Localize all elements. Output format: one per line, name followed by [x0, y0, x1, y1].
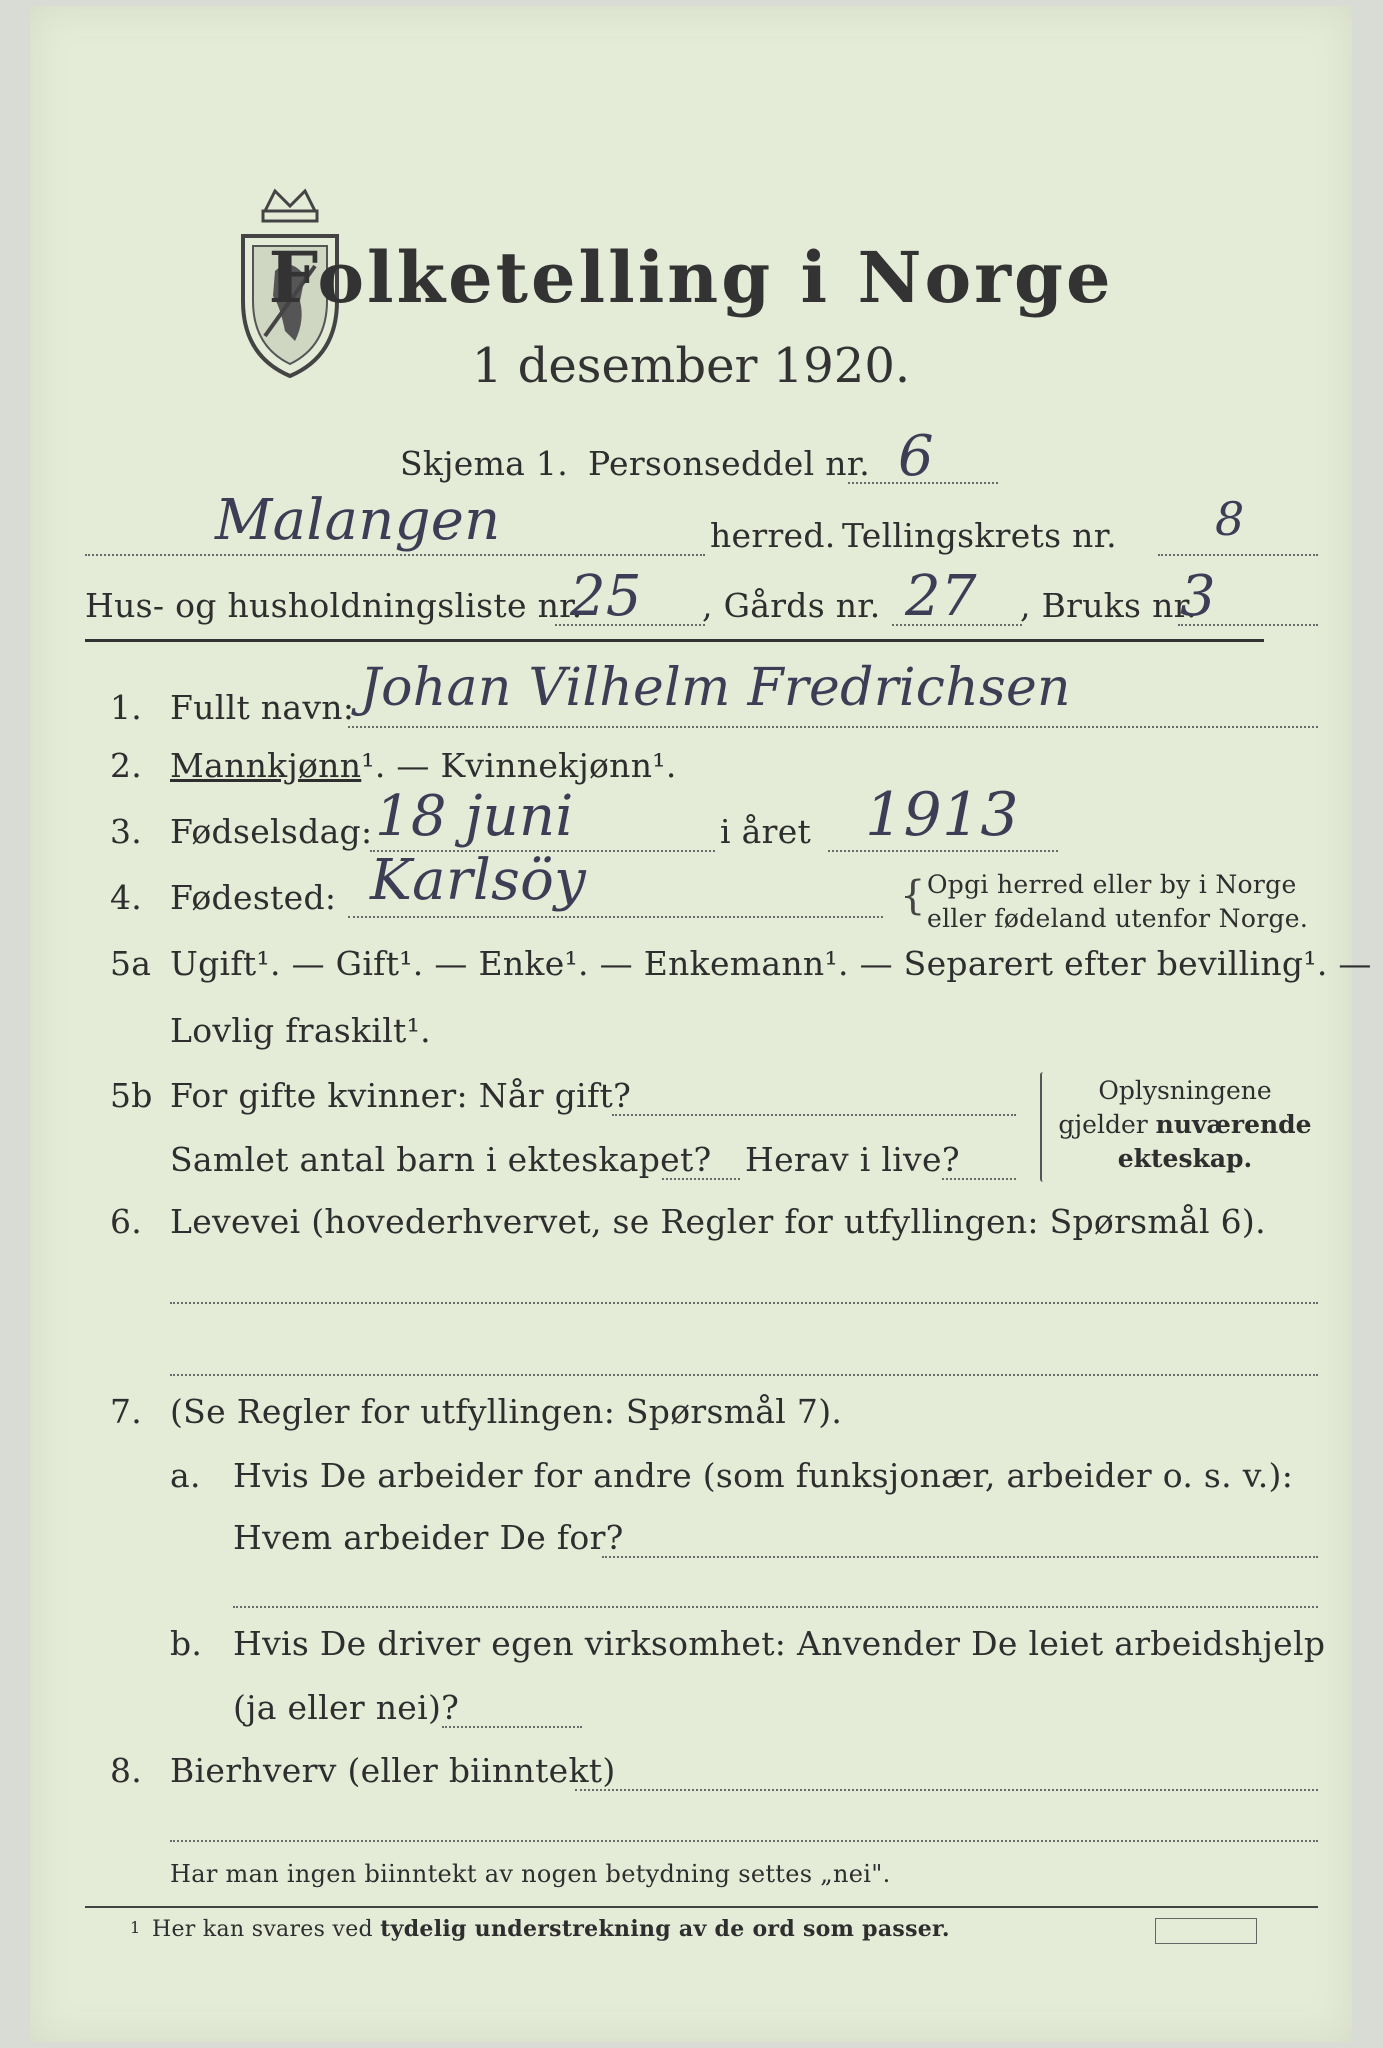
- q4-note-line-1: Opgi herred eller by i Norge: [927, 870, 1297, 899]
- form-date: 1 desember 1920.: [471, 338, 911, 394]
- q7a-field-line-1[interactable]: [602, 1556, 1318, 1558]
- q3-year-field-line: [828, 850, 1058, 852]
- q7-label: (Se Regler for utfyllingen: Spørsmål 7).: [170, 1392, 843, 1431]
- q4-number: 4.: [110, 878, 143, 917]
- q7-number: 7.: [110, 1392, 143, 1431]
- q1-field-line: [348, 726, 1318, 728]
- q5b-children-field-line: [662, 1178, 740, 1180]
- footnote-text-b: tydelig understrekning av de ord som passer.: [380, 1916, 950, 1942]
- hus-label: Hus- og husholdningsliste nr.: [85, 586, 583, 625]
- biinntekt-note: Har man ingen biinntekt av nogen betydning settes „nei".: [170, 1860, 891, 1888]
- herred-value[interactable]: Malangen: [215, 488, 501, 553]
- q6-label: Levevei (hovederhvervet, se Regler for utfyllingen: Spørsmål 6).: [170, 1202, 1266, 1241]
- q4-value[interactable]: Karlsöy: [370, 848, 587, 913]
- footnote-text-a: Her kan svares ved: [152, 1917, 381, 1942]
- herred-label: herred.: [710, 516, 836, 555]
- q8-label: Bierhverv (eller biinntekt): [170, 1751, 616, 1790]
- q3-label: Fødselsdag:: [170, 812, 373, 851]
- q6-number: 6.: [110, 1202, 143, 1241]
- q3-year-value[interactable]: 1913: [865, 780, 1019, 850]
- q5a-options-line-2[interactable]: Lovlig fraskilt¹.: [170, 1011, 431, 1050]
- q5b-note-line-2b: nuværende: [1155, 1110, 1312, 1139]
- q6-field-line-1[interactable]: [170, 1302, 1318, 1304]
- q5b-note-line-1: Oplysningene: [1098, 1076, 1272, 1105]
- q3-day-value[interactable]: 18 juni: [375, 784, 574, 849]
- q5b-children-label: Samlet antal barn i ekteskapet?: [170, 1140, 712, 1179]
- bruks-label: , Bruks nr.: [1020, 586, 1197, 625]
- q5b-married-label: For gifte kvinner: Når gift?: [170, 1076, 632, 1115]
- tellingskrets-value[interactable]: 8: [1215, 492, 1245, 546]
- q5b-note-line-2a: gjelder: [1058, 1110, 1156, 1139]
- q1-value[interactable]: Johan Vilhelm Fredrichsen: [360, 658, 1071, 718]
- q2-end: .: [665, 746, 677, 785]
- q5b-alive-label: Herav i live?: [745, 1140, 960, 1179]
- q6-field-line-2[interactable]: [170, 1374, 1318, 1376]
- q2-number: 2.: [110, 746, 143, 785]
- tellingskrets-field-line: [1158, 554, 1318, 556]
- q3-number: 3.: [110, 812, 143, 851]
- q7a-letter: a.: [170, 1456, 201, 1495]
- q7b-letter: b.: [170, 1624, 203, 1663]
- q7b-line-1: Hvis De driver egen virksomhet: Anvender De leiet arbeidshjelp: [233, 1624, 1326, 1663]
- hus-value[interactable]: 25: [570, 564, 642, 629]
- q5a-options-line-1[interactable]: Ugift¹. — Gift¹. — Enke¹. — Enkemann¹. — Separert efter bevilling¹. —: [170, 944, 1372, 983]
- census-form-page: [30, 6, 1372, 2042]
- q5b-brace: [1040, 1072, 1046, 1182]
- q4-note-line-2: eller fødeland utenfor Norge.: [927, 904, 1309, 933]
- q4-field-line: [348, 916, 883, 918]
- footnote-number: 1: [130, 1918, 141, 1937]
- footnote-divider: [85, 1906, 1318, 1908]
- q2-male-option[interactable]: Mannkjønn: [170, 746, 362, 785]
- personseddel-label: Personseddel nr.: [588, 444, 871, 483]
- q5b-note: [1055, 1074, 1315, 1176]
- q5b-married-field-line: [612, 1114, 1016, 1116]
- q8-field-line-2[interactable]: [170, 1840, 1318, 1842]
- q7b-line-2: (ja eller nei)?: [233, 1688, 460, 1727]
- printer-stamp: [1155, 1918, 1257, 1944]
- q4-label: Fødested:: [170, 878, 337, 917]
- tellingskrets-label: Tellingskrets nr.: [842, 516, 1117, 555]
- q7b-field-line[interactable]: [442, 1726, 582, 1728]
- q3-year-label: i året: [720, 812, 812, 851]
- q2-separator[interactable]: . — Kvinnekjønn: [374, 746, 653, 785]
- q7a-line-2: Hvem arbeider De for?: [233, 1518, 624, 1557]
- bruks-value[interactable]: 3: [1180, 564, 1216, 629]
- q5a-number: 5a: [110, 944, 152, 983]
- q5b-note-line-3: ekteskap.: [1117, 1144, 1253, 1173]
- q7a-line-1: Hvis De arbeider for andre (som funksjonær, arbeider o. s. v.):: [233, 1456, 1294, 1495]
- q4-note: [927, 868, 1308, 936]
- q4-brace: {: [900, 873, 926, 919]
- q1-number: 1.: [110, 688, 143, 727]
- q7a-field-line-2[interactable]: [233, 1606, 1318, 1608]
- herred-field-line: [85, 554, 705, 556]
- skjema-label: Skjema 1.: [400, 444, 569, 483]
- q2-text: Mannkjønn¹. — Kvinnekjønn¹.: [170, 746, 677, 785]
- q8-field-line-1[interactable]: [575, 1789, 1318, 1791]
- q5b-number: 5b: [110, 1076, 153, 1115]
- q5b-alive-field-line: [942, 1178, 1016, 1180]
- form-title: Folketelling i Norge: [268, 236, 1114, 319]
- header-divider: [85, 639, 1264, 642]
- personseddel-value[interactable]: 6: [898, 424, 934, 489]
- gards-value[interactable]: 27: [905, 564, 977, 629]
- gards-label: , Gårds nr.: [702, 586, 881, 625]
- q1-label: Fullt navn:: [170, 688, 355, 727]
- q8-number: 8.: [110, 1751, 143, 1790]
